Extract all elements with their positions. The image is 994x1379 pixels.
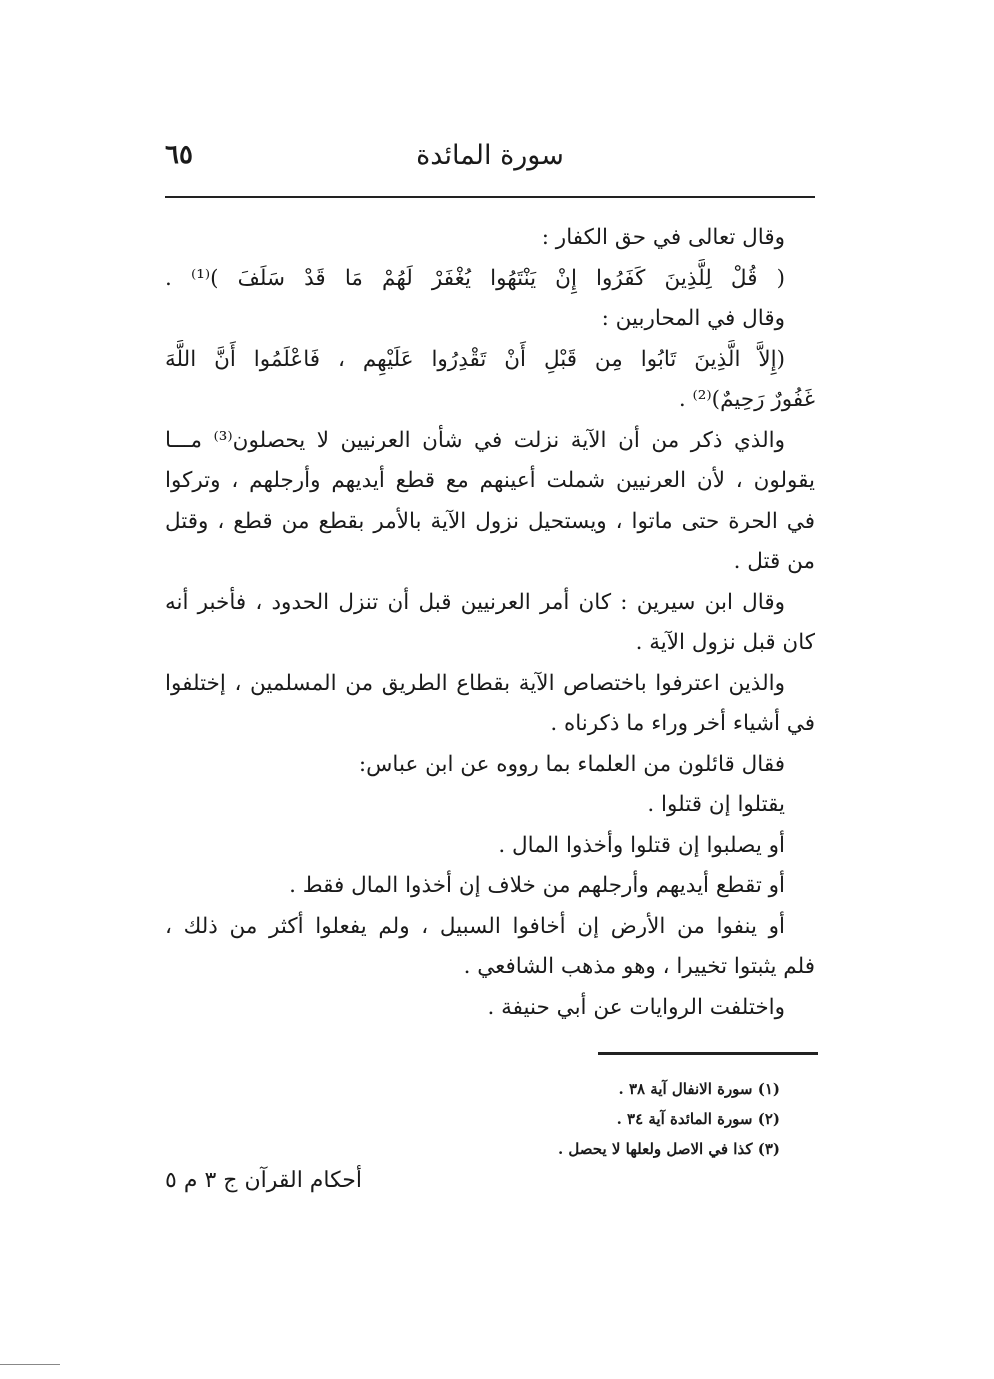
text-line: في الحرة حتى ماتوا ، ويستحيل نزول الآية بالأمر بقطع من قطع ، وقتل xyxy=(165,508,815,534)
footnote-2: (٢) سورة المائدة آية ٣٤ . xyxy=(616,1110,780,1128)
text-line: والذين اعترفوا باختصاص الآية بقطاع الطريق من المسلمين ، إختلفوا xyxy=(165,670,785,696)
surah-title: سورة المائدة xyxy=(416,140,564,171)
text-line: أو ينفوا من الأرض إن أخافوا السبيل ، ولم يفعلوا أكثر من ذلك ، xyxy=(165,913,785,939)
text-line: فقال قائلون من العلماء بما رووه عن ابن عباس: xyxy=(358,751,785,777)
text-line: أو يصلبوا إن قتلوا وأخذوا المال . xyxy=(498,832,785,858)
verse-line: ( قُلْ لِلَّذِينَ كَفَرُوا إِنْ يَنْتَهُوا يُغْفَرْ لَهُمْ مَا قَدْ سَلَفَ )⁽¹⁾ . xyxy=(165,265,785,291)
text-line: واختلفت الروايات عن أبي حنيفة . xyxy=(487,994,785,1020)
text-line: وقال ابن سيرين : كان أمر العرنيين قبل أن تنزل الحدود ، فأخبر أنه xyxy=(165,589,785,615)
page-header xyxy=(165,140,815,184)
text-line: يقولون ، لأن العرنيين شملت أعينهم مع قطع أيديهم وأرجلهم ، وتركوا xyxy=(165,468,815,493)
text-line: فلم يثبتوا تخييرا ، وهو مذهب الشافعي . xyxy=(463,954,815,979)
text-line: كان قبل نزول الآية . xyxy=(635,630,815,655)
body-text xyxy=(165,218,815,1028)
signature-mark: أحكام القرآن ج ٣ م ٥ xyxy=(165,1168,362,1193)
text-line: أو تقطع أيديهم وأرجلهم من خلاف إن أخذوا المال فقط . xyxy=(289,873,785,898)
text-line: في أشياء أخر وراء ما ذكرناه . xyxy=(550,711,815,736)
verse-line: غَفُورٌ رَحِيمٌ)⁽²⁾ . xyxy=(678,387,815,412)
text-line: والذي ذكر من أن الآية نزلت في شأن العرنيين لا يحصلون⁽³⁾ مـــا xyxy=(165,427,785,453)
scan-edge-mark xyxy=(0,1364,60,1365)
footnote-1: (١) سورة الانفال آية ٣٨ . xyxy=(618,1080,780,1098)
text-line: وقال في المحاربين : xyxy=(601,306,785,331)
footnote-3: (٣) كذا في الاصل ولعلها لا يحصل . xyxy=(557,1140,780,1158)
footnote-rule xyxy=(598,1052,818,1055)
text-line: وقال تعالى في حق الكفار : xyxy=(541,225,785,250)
footnotes xyxy=(558,1074,780,1164)
text-line: من قتل . xyxy=(733,549,815,574)
page-number: ٦٥ xyxy=(165,140,193,170)
text-line: يقتلوا إن قتلوا . xyxy=(647,792,785,817)
header-rule xyxy=(165,196,815,198)
verse-line: (إِلاَّ الَّذِينَ تَابُوا مِن قَبْلِ أَنْ تَقْدِرُوا عَلَيْهِم ، فَاعْلَمُوا أَنَّ اللَّهَ xyxy=(165,346,785,372)
